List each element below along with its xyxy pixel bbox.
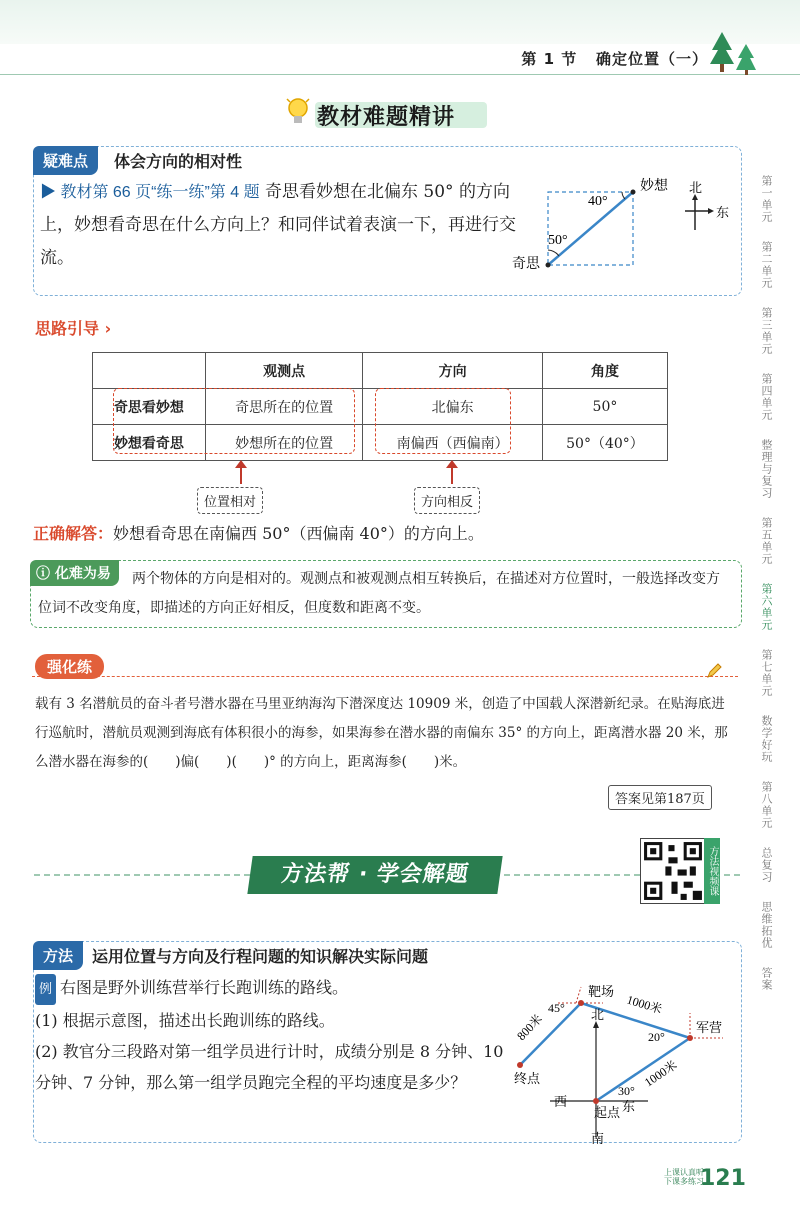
map-camp: 军营 xyxy=(696,1020,723,1035)
tree-icon xyxy=(708,30,760,76)
problem-text: 奇思看妙想在北偏东 50° 的方向上，妙想看奇思在什么方向上？和同伴试着表演一下，再进行交流。 xyxy=(40,182,516,268)
arrow-up-icon xyxy=(451,466,453,484)
correct-answer xyxy=(33,521,484,544)
practice-tag: 强化练 xyxy=(35,654,104,679)
tip-tag: ⓘ 化难为易 xyxy=(30,560,119,586)
banner-title: 教材难题精讲 xyxy=(317,105,456,130)
thought-guide-label: 思路引导 › xyxy=(35,319,112,338)
note-direction-opposite: 方向相反 xyxy=(414,487,480,514)
example-label: 例 xyxy=(35,974,56,1005)
lightbulb-icon xyxy=(285,96,311,128)
map-angle-3: 30° xyxy=(618,1084,635,1098)
answer-text: 妙想看奇思在南偏西 50°（西偏南 40°）的方向上。 xyxy=(113,524,484,543)
angle-top: 40° xyxy=(588,194,608,209)
map-angle-1: 45° xyxy=(548,1001,565,1015)
side-nav-item[interactable]: 第五单元 xyxy=(760,517,773,565)
table-header xyxy=(93,353,206,389)
section-banner xyxy=(285,96,485,130)
method-banner: 方法帮 · 学会解题 xyxy=(247,856,502,894)
answer-label: 正确解答： xyxy=(33,524,114,543)
side-nav-item[interactable]: 第二单元 xyxy=(760,241,773,289)
table-header-row xyxy=(93,353,668,389)
top-bar xyxy=(0,0,800,44)
textbook-reference: ▶ 教材第 66 页“练一练”第 4 题 xyxy=(40,184,260,201)
section-number: 第 1 节 xyxy=(521,50,578,68)
example-line: 右图是野外训练营举行长跑训练的路线。 xyxy=(60,978,349,997)
map-east: 东 xyxy=(622,1099,636,1114)
map-south: 南 xyxy=(591,1131,605,1145)
tip-text: 两个物体的方向是相对的。观测点和被观测点相互转换后，在描述对方位置时，一般选择改变方位词不改变角度，即描述的方向正好相反，但度数和距离不变。 xyxy=(38,571,720,616)
table-cell: 妙想看奇思 xyxy=(93,425,206,461)
pencil-icon xyxy=(705,662,723,680)
table-cell: 50° xyxy=(542,389,667,425)
map-north: 北 xyxy=(591,1007,605,1022)
practice-rule xyxy=(32,676,738,677)
difficulty-tag: 疑难点 xyxy=(33,146,98,175)
qr-label: 方法视频课 xyxy=(704,838,720,904)
map-start: 起点 xyxy=(594,1105,621,1120)
side-nav-item[interactable]: 第八单元 xyxy=(760,781,773,829)
map-west: 西 xyxy=(554,1094,568,1109)
map-distance-1: 1000米 xyxy=(625,992,664,1017)
page-number: 121 xyxy=(700,1166,746,1191)
header-rule xyxy=(0,74,800,75)
table-header: 方向 xyxy=(363,353,543,389)
side-nav-item[interactable]: 答案 xyxy=(760,967,773,991)
table-cell: 妙想所在的位置 xyxy=(205,425,362,461)
side-nav-item[interactable]: 数学好玩 xyxy=(760,715,773,763)
chapter-title xyxy=(521,48,708,69)
label-qisi: 奇思 xyxy=(512,257,540,272)
method-title: 运用位置与方向及行程问题的知识解决实际问题 xyxy=(92,947,429,966)
direction-diagram xyxy=(508,172,740,277)
example-question-2: (2) 教官分三段路对第一组学员进行计时，成绩分别是 8 分钟、10 分钟、7 分钟，那么第一组学员跑完全程的平均速度是多少？ xyxy=(35,1042,504,1092)
compass-east: 东 xyxy=(716,205,730,220)
unit-side-nav xyxy=(752,175,780,1009)
map-target: 靶场 xyxy=(588,984,615,999)
table-header: 角度 xyxy=(542,353,667,389)
side-nav-item[interactable]: 思维拓优 xyxy=(760,901,773,949)
note-position-relative: 位置相对 xyxy=(197,487,263,514)
method-tag: 方法 xyxy=(33,941,83,970)
map-distance-2: 1000米 xyxy=(641,1057,680,1090)
map-angle-2: 20° xyxy=(648,1030,665,1044)
highlight-observer-column xyxy=(113,388,355,454)
section-title: 确定位置（一） xyxy=(595,50,708,68)
side-nav-item[interactable]: 整理与复习 xyxy=(760,439,773,499)
arrow-up-icon xyxy=(240,466,242,484)
side-nav-item[interactable]: 第七单元 xyxy=(760,649,773,697)
map-distance-3: 800米 xyxy=(514,1011,546,1044)
qr-code-icon[interactable] xyxy=(640,838,706,904)
table-header: 观测点 xyxy=(205,353,362,389)
answer-reference: 答案见第187页 xyxy=(608,785,712,810)
table-cell: 50°（40°） xyxy=(542,425,667,461)
difficulty-title: 体会方向的相对性 xyxy=(114,152,243,171)
table-cell: 南偏西（西偏南） xyxy=(363,425,543,461)
highlight-direction-column xyxy=(375,388,511,454)
side-nav-item[interactable]: 总复习 xyxy=(760,847,773,883)
side-nav-item[interactable]: 第三单元 xyxy=(760,307,773,355)
route-map xyxy=(508,975,738,1145)
table-cell: 奇思所在的位置 xyxy=(205,389,362,425)
example-question-1: (1) 根据示意图，描述出长跑训练的路线。 xyxy=(35,1011,335,1030)
example-text xyxy=(35,972,505,1098)
map-end: 终点 xyxy=(514,1071,541,1086)
arrow-head-icon xyxy=(446,460,458,468)
side-nav-item[interactable]: 第一单元 xyxy=(760,175,773,223)
side-nav-item[interactable]: 第六单元 xyxy=(760,583,773,631)
table-cell: 奇思看妙想 xyxy=(93,389,206,425)
footer-note: 上课认真听 下课多练习 xyxy=(664,1168,704,1186)
table-cell: 北偏东 xyxy=(363,389,543,425)
label-miaoxiang: 妙想 xyxy=(640,179,668,194)
arrow-head-icon xyxy=(235,460,247,468)
angle-bottom: 50° xyxy=(548,233,568,248)
side-nav-item[interactable]: 第四单元 xyxy=(760,373,773,421)
problem-text-block xyxy=(40,176,520,275)
compass-north: 北 xyxy=(689,180,703,195)
practice-text: 载有 3 名潜航员的奋斗者号潜水器在马里亚纳海沟下潜深度达 10909 米，创造了中国载人深潜新纪录。在贴海底进行巡航时，潜航员观测到海底有体积很小的海参，如果海参在潜水器的南偏东 35° 的方向上，距离潜水器 20 米，那么潜水器在海参的( )偏( )( )° 的方向上，距离海参( )米。 xyxy=(35,696,728,770)
